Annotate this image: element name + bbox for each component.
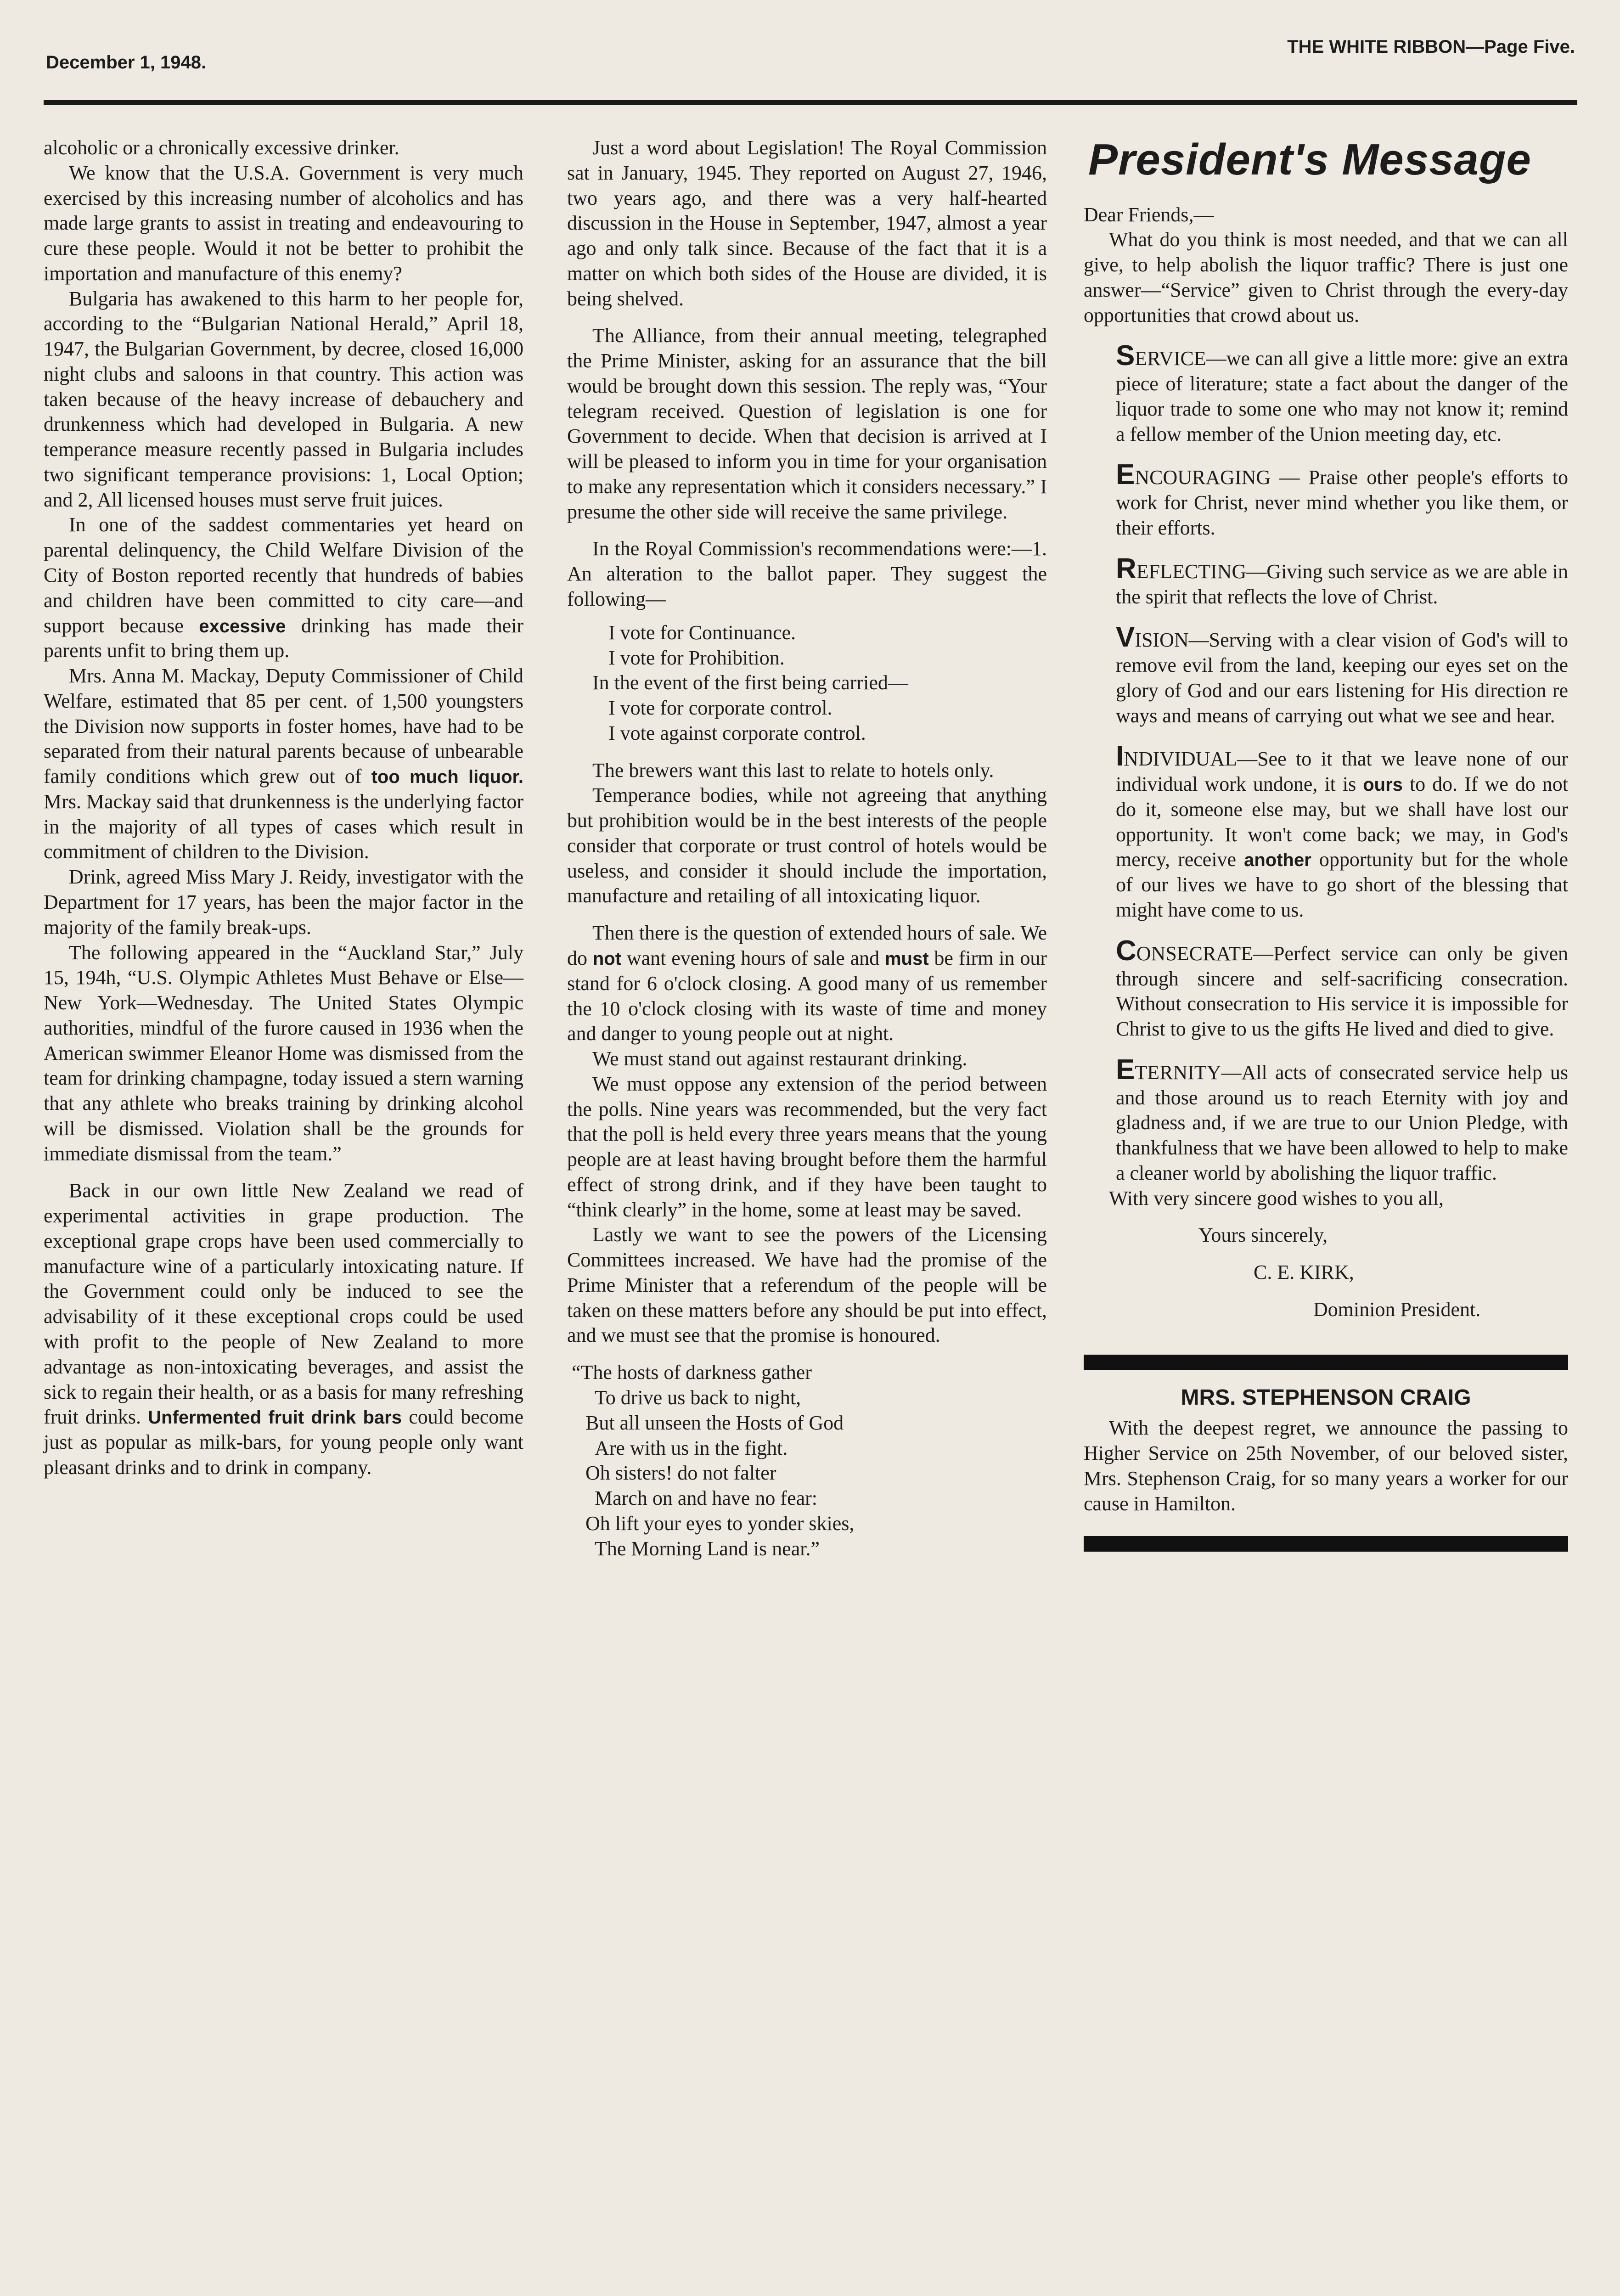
closing-line: With very sincere good wishes to you all, bbox=[1109, 1187, 1444, 1210]
column-2 bbox=[567, 135, 1047, 1561]
paragraph: The brewers want this last to relate to hotels only. bbox=[592, 759, 994, 782]
paragraph: In one of the saddest commentaries yet heard on parental delinquency, the Child Welfare Division of the City of Boston reported recently that hundreds of babies and children have been committed to city care—and support because excessive drinking has made their parents unfit to bring them up. bbox=[44, 513, 524, 662]
acrostic-individual: INDIVIDUAL—See to it that we leave none of our individual work undone, it is ours to do. If we do not do it, someone else may, but we shall have lost our opportunity. It won't come back; we may, in God's mercy, receive another opportunity but for the whole of our lives we have to go short of the blessing that might have come to us. bbox=[1116, 740, 1569, 921]
paragraph: alcoholic or a chronically excessive drinker. bbox=[44, 136, 399, 159]
issue-date: December 1, 1948. bbox=[46, 52, 207, 73]
paragraph: Drink, agreed Miss Mary J. Reidy, investigator with the Department for 17 years, has been the major factor in the majority of the family break-ups. bbox=[44, 866, 523, 939]
paragraph: What do you think is most needed, and that we can all give, to help abolish the liquor traffic? There is just one answer—“Service” given to Christ through the every-day opportunities that crowd about us. bbox=[1084, 228, 1568, 326]
acrostic-initial: E bbox=[1116, 459, 1135, 491]
poem-line: The Morning Land is near.” bbox=[595, 1537, 820, 1560]
acrostic-initial: S bbox=[1116, 340, 1135, 372]
signature-block bbox=[1084, 1223, 1568, 1322]
paragraph: We know that the U.S.A. Government is very much exercised by this increasing number of alcoholics and has made large grants to assist in treating and endeavouring to cure these people. Would it not be better to prohibit the importation and manufacture of this enemy? bbox=[44, 161, 523, 285]
paragraph: In the Royal Commission's recommendations were:—1. An alteration to the ballot paper. They suggest the following— bbox=[567, 537, 1047, 611]
acrostic-eternity: ETERNITY—All acts of consecrated service help us and those around us to reach Eternity with joy and gladness and, if we are true to our Union Pledge, with thankfulness that we have been allowed to help to make a cleaner world by abolishing the liquor traffic. bbox=[1116, 1053, 1568, 1184]
poem-line: Oh lift your eyes to yonder skies, bbox=[585, 1512, 855, 1535]
section-rule bbox=[1084, 1536, 1568, 1552]
acrostic-consecrate: CONSECRATE—Perfect service can only be given through sincere and self-sacrificing consecration. Without consecration to His service it is impossible for Christ to give to us the gifts He lived and died to give. bbox=[1116, 934, 1568, 1041]
paragraph: In the event of the first being carried— bbox=[592, 671, 908, 694]
sign-off: Yours sincerely, bbox=[1198, 1224, 1328, 1247]
acrostic-encouraging: ENCOURAGING — Praise other people's efforts to work for Christ, never mind whether you like them, or their efforts. bbox=[1116, 459, 1568, 540]
signer-title: Dominion President. bbox=[1313, 1298, 1481, 1321]
poem-line: To drive us back to night, bbox=[595, 1386, 801, 1409]
acrostic-initial: E bbox=[1116, 1053, 1135, 1086]
acrostic-reflecting: REFLECTING—Giving such service as we are able in the spirit that reflects the love of Christ. bbox=[1116, 552, 1568, 608]
column-1 bbox=[44, 135, 523, 1480]
acrostic-initial: V bbox=[1116, 621, 1135, 653]
acrostic-initial: R bbox=[1116, 552, 1136, 585]
paragraph: Just a word about Legislation! The Royal Commission sat in January, 1945. They reported on August 27, 1946, two years ago, and there was a very half-hearted discussion in the House in September, 1947, almost a year ago and only talk since. Because of the fact that it is a matter on which both sides of the House are divided, it is being shelved. bbox=[567, 136, 1047, 310]
publication-page: THE WHITE RIBBON—Page Five. bbox=[1287, 37, 1575, 57]
emphasis: ours bbox=[1363, 775, 1403, 795]
emphasis: must bbox=[884, 948, 929, 969]
ballot-line: I vote against corporate control. bbox=[608, 721, 866, 744]
acrostic-vision: VISION—Serving with a clear vision of God's will to remove evil from the land, keeping our eyes set on the glory of God and our ears listening for His direction re ways and means of carrying out what we see and hear. bbox=[1116, 621, 1568, 727]
article-title: President's Message bbox=[1088, 135, 1531, 184]
poem-line: March on and have no fear: bbox=[595, 1487, 818, 1510]
salutation: Dear Friends,— bbox=[1084, 203, 1214, 226]
signer-name: C. E. KIRK, bbox=[1254, 1261, 1354, 1284]
emphasis: too much liquor. bbox=[371, 767, 524, 788]
emphasis: Unfermented fruit drink bars bbox=[148, 1407, 402, 1428]
poem-line: Oh sisters! do not falter bbox=[585, 1462, 776, 1485]
paragraph: We must stand out against restaurant drinking. bbox=[592, 1047, 968, 1070]
column-3 bbox=[1084, 135, 1568, 1552]
poem bbox=[567, 1360, 1047, 1561]
acrostic-initial: C bbox=[1116, 934, 1136, 967]
obituary-title: MRS. STEPHENSON CRAIG bbox=[1181, 1385, 1471, 1410]
acrostic-service: SERVICE—we can all give a little more: give an extra piece of literature; state a fact about the danger of the liquor trade to some one who may not know it; remind a fellow member of the Union meeting day, etc. bbox=[1116, 340, 1568, 445]
paragraph: The following appeared in the “Auckland Star,” July 15, 194h, “U.S. Olympic Athletes Must Behave or Else—New York—Wednesday. The United States Olympic authorities, mindful of the furore caused in 1936 when the American swimmer Eleanor Home was dismissed from the team for drinking champagne, today issued a stern warning that any athlete who breaks training by drinking alcohol will be dismissed. Violation shall be the grounds for immediate dismissal from the team.” bbox=[44, 941, 523, 1165]
ballot-options bbox=[608, 696, 1047, 746]
ballot-options bbox=[608, 620, 1047, 671]
section-rule bbox=[1084, 1355, 1568, 1370]
emphasis: excessive bbox=[199, 616, 286, 636]
paragraph: Mrs. Anna M. Mackay, Deputy Commissioner of Child Welfare, estimated that 85 per cent. of 1,500 youngsters the Division now supports in foster homes, have had to be separated from their natural parents because of unbearable family conditions which grew out of too much liquor. Mrs. Mackay said that drunkenness is the underlying factor in the majority of all types of cases which result in commitment of children to the Division. bbox=[44, 664, 524, 863]
paragraph: The Alliance, from their annual meeting, telegraphed the Prime Minister, asking for an assurance that the bill would be brought down this session. The reply was, “Your telegram received. Question of legislation is one for Government to decide. When that decision is arrived at I will be pleased to inform you in time for your organisation to make any representation which it considers necessary.” I presume the other side will receive the same privilege. bbox=[567, 324, 1047, 523]
paragraph: Bulgaria has awakened to this harm to her people for, according to the “Bulgarian National Herald,” April 18, 1947, the Bulgarian Government, by decree, closed 16,000 night clubs and saloons in that country. This action was taken because of the heavy increase of debauchery and drunkenness which had developed in Bulgaria. A new temperance measure recently passed in Bulgaria includes two significant temperance provisions: 1, Local Option; and 2, All licensed houses must serve fruit juices. bbox=[44, 287, 523, 511]
poem-line: “The hosts of darkness gather bbox=[572, 1361, 812, 1384]
paragraph: Back in our own little New Zealand we read of experimental activities in grape production. The exceptional grape crops have been used commercially to manufacture wine of a particularly intoxicating nature. If the Government could only be induced to see the advisability of it these exceptional crops could be used with profit to the people of New Zealand to more advantage as non-intoxicating beverages, and assist the sick to regain their health, or as a basis for many refreshing fruit drinks. Unfermented fruit drink bars could become just as popular as milk-bars, for young people only want pleasant drinks and to drink in company. bbox=[44, 1179, 524, 1479]
emphasis: another bbox=[1244, 850, 1311, 871]
ballot-line: I vote for corporate control. bbox=[608, 697, 832, 720]
poem-line: But all unseen the Hosts of God bbox=[585, 1411, 844, 1434]
poem-line: Are with us in the fight. bbox=[595, 1436, 788, 1459]
ballot-line: I vote for Prohibition. bbox=[608, 646, 785, 669]
paragraph: Then there is the question of extended hours of sale. We do not want evening hours of sale and must be firm in our stand for 6 o'clock closing. A good many of us remember the 10 o'clock closing with its waste of time and money and danger to young people out at night. bbox=[567, 922, 1047, 1045]
emphasis: not bbox=[592, 948, 622, 969]
ballot-line: I vote for Continuance. bbox=[608, 621, 796, 644]
paragraph: Temperance bodies, while not agreeing that anything but prohibition would be in the best interests of the people consider that corporate or trust control of hotels would be useless, and consider it should include the importation, manufacture and retailing of all intoxicating liquor. bbox=[567, 784, 1047, 907]
acrostic-initial: I bbox=[1116, 740, 1124, 772]
page-header bbox=[46, 32, 1575, 83]
header-rule bbox=[44, 100, 1577, 105]
paragraph: We must oppose any extension of the period between the polls. Nine years was recommended, but the very fact that the poll is held every three years means that the young people are at least having brought before them the harmful effect of strong drink, and if they have been taught to “think clearly” in the home, some at least may be saved. bbox=[567, 1072, 1047, 1221]
obituary-text: With the deepest regret, we announce the passing to Higher Service on 25th November, of our beloved sister, Mrs. Stephenson Craig, for so many years a worker for our cause in Hamilton. bbox=[1084, 1417, 1568, 1515]
paragraph: Lastly we want to see the powers of the Licensing Committees increased. We have had the promise of the Prime Minister that a referendum of the people will be taken on these matters before any should be put into effect, and we must see that the promise is honoured. bbox=[567, 1223, 1047, 1347]
